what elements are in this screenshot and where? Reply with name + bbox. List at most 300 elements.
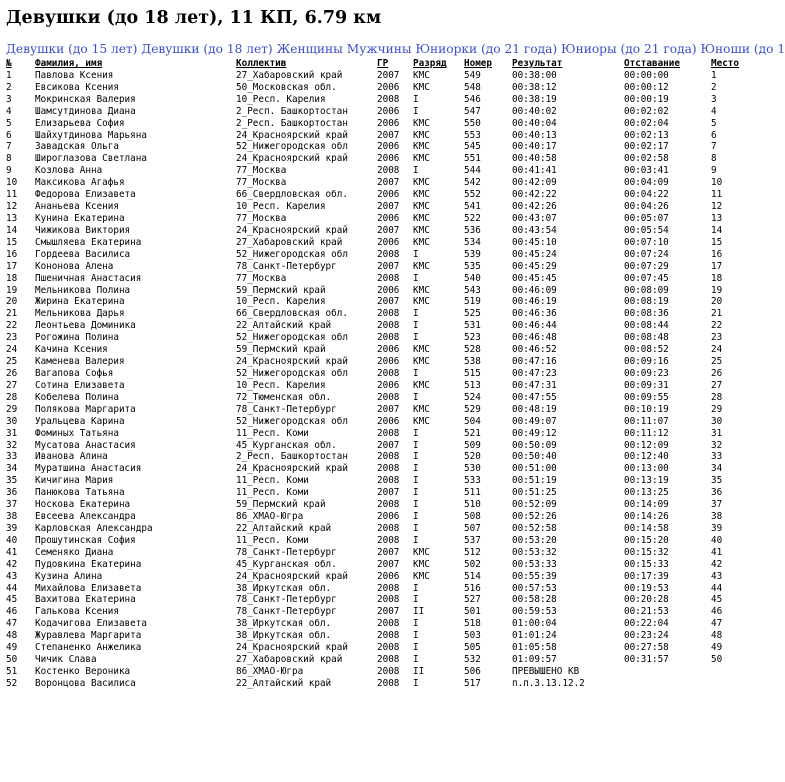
row-number: 41 [6,546,18,558]
row-number: 34 [6,463,18,475]
time-gap: 00:14:09 [624,499,669,511]
bib-number: 502 [464,558,481,570]
rank: I [413,594,419,606]
result-time: 00:46:19 [512,296,557,308]
place: 11 [711,189,723,201]
result-time: 00:49:07 [512,415,557,427]
result-time: 00:47:55 [512,391,557,403]
athlete-name: Степаненко Анжелика [35,642,142,654]
team: 22_Алтайский край [236,320,332,332]
nav-link-junior-men-u21[interactable]: Юниоры (до 21 года) [561,42,697,56]
place: 42 [711,558,723,570]
result-time: 00:40:58 [512,153,557,165]
team: 10_Респ. Карелия [236,296,326,308]
row-number: 50 [6,654,18,666]
row-number: 32 [6,439,18,451]
athlete-name: Елизарьева София [35,117,125,129]
rank: I [413,439,419,451]
time-gap: 00:00:19 [624,93,669,105]
team: 78_Санкт-Петербург [236,260,337,272]
bib-number: 515 [464,367,481,379]
athlete-name: Кобелева Полина [35,391,119,403]
birth-year: 2008 [377,642,400,654]
place: 46 [711,606,723,618]
athlete-name: Козлова Анна [35,165,103,177]
birth-year: 2008 [377,475,400,487]
rank: КМС [413,415,430,427]
row-number: 11 [6,189,18,201]
birth-year: 2008 [377,463,400,475]
rank: II [413,606,425,618]
row-number: 10 [6,177,18,189]
bib-number: 546 [464,93,481,105]
team: 77_Москва [236,165,287,177]
birth-year: 2006 [377,379,400,391]
rank: I [413,487,419,499]
bib-number: 511 [464,487,481,499]
rank: I [413,308,419,320]
rank: I [413,320,419,332]
result-time: 00:42:22 [512,189,557,201]
place: 25 [711,356,723,368]
athlete-name: Павлова Ксения [35,69,114,81]
page-title: Девушки (до 18 лет), 11 КП, 6.79 км [6,8,382,28]
rank: I [413,511,419,523]
team: 59_Пермский край [236,499,326,511]
athlete-name: Мусатова Анастасия [35,439,136,451]
athlete-name: Сотина Елизавета [35,379,125,391]
athlete-name: Кононова Алена [35,260,114,272]
birth-year: 2008 [377,165,400,177]
team: 86_ХМАО-Югра [236,511,304,523]
result-time: 00:38:19 [512,93,557,105]
rank: I [413,582,419,594]
place: 30 [711,415,723,427]
rank: КМС [413,177,430,189]
bib-number: 548 [464,81,481,93]
rank: I [413,451,419,463]
birth-year: 2007 [377,201,400,213]
place: 2 [711,81,717,93]
athlete-name: Чичик Слава [35,654,97,666]
place: 16 [711,248,723,260]
row-number: 5 [6,117,12,129]
rank: I [413,522,419,534]
bib-number: 501 [464,606,481,618]
time-gap: 00:08:09 [624,284,669,296]
bib-number: 545 [464,141,481,153]
birth-year: 2008 [377,499,400,511]
time-gap: 00:02:13 [624,129,669,141]
result-time: 00:40:17 [512,141,557,153]
birth-year: 2008 [377,93,400,105]
team: 77_Москва [236,212,287,224]
time-gap: 00:27:58 [624,642,669,654]
result-time: 00:52:26 [512,511,557,523]
rank: I [413,499,419,511]
athlete-name: Вахитова Екатерина [35,594,136,606]
row-number: 14 [6,224,18,236]
place: 34 [711,463,723,475]
bib-number: 549 [464,69,481,81]
bib-number: 518 [464,618,481,630]
time-gap: 00:19:53 [624,582,669,594]
place: 38 [711,511,723,523]
bib-number: 507 [464,522,481,534]
birth-year: 2007 [377,487,400,499]
team: 78_Санкт-Петербург [236,606,337,618]
result-time: 00:40:13 [512,129,557,141]
result-time: 00:45:29 [512,260,557,272]
team: 24_Красноярский край [236,463,348,475]
birth-year: 2008 [377,308,400,320]
result-time: 00:38:00 [512,69,557,81]
row-number: 51 [6,666,18,678]
team: 52_Нижегородская обл [236,248,348,260]
time-gap: 00:07:29 [624,260,669,272]
birth-year: 2006 [377,415,400,427]
athlete-name: Мельникова Полина [35,284,131,296]
place: 37 [711,499,723,511]
birth-year: 2006 [377,236,400,248]
result-time: 00:50:09 [512,439,557,451]
time-gap: 00:03:41 [624,165,669,177]
athlete-name: Прошутинская София [35,534,136,546]
athlete-name: Шамсутдинова Диана [35,105,136,117]
result-time: 01:01:24 [512,630,557,642]
result-time: 00:47:31 [512,379,557,391]
birth-year: 2006 [377,511,400,523]
rank: КМС [413,212,430,224]
place: 24 [711,344,723,356]
time-gap: 00:02:02 [624,105,669,117]
header-team: Коллектив [236,58,287,69]
team: 38_Иркутская обл. [236,618,332,630]
birth-year: 2006 [377,344,400,356]
row-number: 40 [6,534,18,546]
time-gap: 00:13:19 [624,475,669,487]
rank: I [413,165,419,177]
rank: КМС [413,153,430,165]
birth-year: 2008 [377,594,400,606]
result-time: 00:45:10 [512,236,557,248]
birth-year: 2006 [377,105,400,117]
header-result: Результат [512,58,563,69]
rank: КМС [413,379,430,391]
result-time: 00:50:40 [512,451,557,463]
rank: I [413,248,419,260]
row-number: 12 [6,201,18,213]
bib-number: 530 [464,463,481,475]
athlete-name: Кунина Екатерина [35,212,125,224]
rank: II [413,666,425,678]
result-time: 00:53:33 [512,558,557,570]
rank: КМС [413,81,430,93]
birth-year: 2008 [377,248,400,260]
row-number: 16 [6,248,18,260]
row-number: 18 [6,272,18,284]
team: 52_Нижегородская обл [236,332,348,344]
header-place-number: № [6,58,12,69]
time-gap: 00:09:55 [624,391,669,403]
birth-year: 2008 [377,522,400,534]
athlete-name: Вагапова Софья [35,367,114,379]
place: 20 [711,296,723,308]
bib-number: 547 [464,105,481,117]
athlete-name: Смышляева Екатерина [35,236,142,248]
bib-number: 543 [464,284,481,296]
row-number: 31 [6,427,18,439]
athlete-name: Михайлова Елизавета [35,582,142,594]
row-number: 7 [6,141,12,153]
rank: КМС [413,201,430,213]
birth-year: 2008 [377,391,400,403]
birth-year: 2007 [377,546,400,558]
team: 52_Нижегородская обл [236,415,348,427]
team: 2_Респ. Башкортостан [236,451,348,463]
bib-number: 534 [464,236,481,248]
bib-number: 536 [464,224,481,236]
team: 27_Хабаровский край [236,69,343,81]
place: 49 [711,642,723,654]
result-time: 00:48:19 [512,403,557,415]
result-time: 00:53:32 [512,546,557,558]
result-time: 00:51:19 [512,475,557,487]
athlete-name: Костенко Вероника [35,666,131,678]
team: 22_Алтайский край [236,677,332,689]
athlete-name: Ананьева Ксения [35,201,119,213]
result-time: 00:51:00 [512,463,557,475]
bib-number: 512 [464,546,481,558]
row-number: 13 [6,212,18,224]
rank: КМС [413,356,430,368]
time-gap: 00:14:26 [624,511,669,523]
place: 13 [711,212,723,224]
team: 38_Иркутская обл. [236,630,332,642]
birth-year: 2008 [377,427,400,439]
athlete-name: Рогожина Полина [35,332,119,344]
team: 10_Респ. Карелия [236,379,326,391]
time-gap: 00:13:00 [624,463,669,475]
place: 17 [711,260,723,272]
place: 41 [711,546,723,558]
rank: КМС [413,558,430,570]
bib-number: 514 [464,570,481,582]
team: 78_Санкт-Петербург [236,594,337,606]
nav-link-girls-u15[interactable]: Девушки (до 15 лет) [6,42,138,56]
birth-year: 2007 [377,296,400,308]
row-number: 6 [6,129,12,141]
rank: I [413,93,419,105]
time-gap: 00:17:39 [624,570,669,582]
team: 77_Москва [236,272,287,284]
birth-year: 2006 [377,284,400,296]
result-time: 00:47:23 [512,367,557,379]
athlete-name: Панюкова Татьяна [35,487,125,499]
result-time: 00:53:20 [512,534,557,546]
team: 59_Пермский край [236,344,326,356]
place: 7 [711,141,717,153]
place: 35 [711,475,723,487]
row-number: 8 [6,153,12,165]
rank: I [413,391,419,403]
row-number: 9 [6,165,12,177]
birth-year: 2007 [377,403,400,415]
time-gap: 00:04:22 [624,189,669,201]
result-time: 00:45:45 [512,272,557,284]
time-gap: 00:15:32 [624,546,669,558]
result-time: 00:42:26 [512,201,557,213]
time-gap: 00:23:24 [624,630,669,642]
athlete-name: Кичигина Мария [35,475,114,487]
rank: КМС [413,189,430,201]
rank: I [413,105,419,117]
rank: I [413,618,419,630]
rank: I [413,654,419,666]
header-rank: Разряд [413,58,447,69]
row-number: 21 [6,308,18,320]
result-time: 00:45:24 [512,248,557,260]
rank: I [413,332,419,344]
team: 27_Хабаровский край [236,654,343,666]
time-gap: 00:04:09 [624,177,669,189]
rank: КМС [413,129,430,141]
place: 47 [711,618,723,630]
place: 33 [711,451,723,463]
row-number: 49 [6,642,18,654]
time-gap: 00:31:57 [624,654,669,666]
athlete-name: Иванова Алина [35,451,108,463]
bib-number: 503 [464,630,481,642]
birth-year: 2007 [377,260,400,272]
team: 66_Свердловская обл. [236,308,348,320]
bib-number: 541 [464,201,481,213]
time-gap: 00:07:45 [624,272,669,284]
result-time: 01:00:04 [512,618,557,630]
birth-year: 2006 [377,81,400,93]
result-time: 00:42:09 [512,177,557,189]
result-time: 00:46:48 [512,332,557,344]
athlete-name: Мокринская Валерия [35,93,136,105]
bib-number: 510 [464,499,481,511]
bib-number: 508 [464,511,481,523]
athlete-name: Пудовкина Екатерина [35,558,142,570]
place: 32 [711,439,723,451]
result-time: 00:47:16 [512,356,557,368]
row-number: 47 [6,618,18,630]
team: 24_Красноярский край [236,356,348,368]
team: 10_Респ. Карелия [236,201,326,213]
time-gap: 00:14:58 [624,522,669,534]
nav-link-junior-women-u21[interactable]: Юниорки (до 21 года) [415,42,558,56]
rank: КМС [413,296,430,308]
birth-year: 2008 [377,320,400,332]
rank: КМС [413,224,430,236]
time-gap: 00:09:31 [624,379,669,391]
rank: КМС [413,403,430,415]
athlete-name: Галькова Ксения [35,606,119,618]
place: 23 [711,332,723,344]
result-time: 00:40:02 [512,105,557,117]
place: 22 [711,320,723,332]
row-number: 22 [6,320,18,332]
row-number: 24 [6,344,18,356]
time-gap: 00:09:16 [624,356,669,368]
rank: I [413,677,419,689]
bib-number: 550 [464,117,481,129]
place: 15 [711,236,723,248]
birth-year: 2008 [377,451,400,463]
rank: КМС [413,236,430,248]
place: 44 [711,582,723,594]
team: 45_Курганская обл. [236,439,337,451]
rank: I [413,630,419,642]
row-number: 15 [6,236,18,248]
result-time: 00:46:44 [512,320,557,332]
time-gap: 00:09:23 [624,367,669,379]
row-number: 20 [6,296,18,308]
athlete-name: Пшеничная Анастасия [35,272,142,284]
athlete-name: Леонтьева Доминика [35,320,136,332]
team: 2_Респ. Башкортостан [236,105,348,117]
nav-link-boys-u1[interactable]: Юноши (до 1 [700,42,785,56]
nav-link-women[interactable]: Женщины [276,42,343,56]
row-number: 3 [6,93,12,105]
time-gap: 00:20:28 [624,594,669,606]
result-time: 00:51:25 [512,487,557,499]
birth-year: 2008 [377,367,400,379]
row-number: 48 [6,630,18,642]
athlete-name: Кодачигова Елизавета [35,618,147,630]
place: 14 [711,224,723,236]
birth-year: 2008 [377,677,400,689]
row-number: 1 [6,69,12,81]
place: 10 [711,177,723,189]
rank: КМС [413,570,430,582]
time-gap: 00:08:52 [624,344,669,356]
nav-link-girls-u18[interactable]: Девушки (до 18 лет) [141,42,273,56]
rank: I [413,427,419,439]
team: 22_Алтайский край [236,522,332,534]
birth-year: 2006 [377,570,400,582]
team: 66_Свердловская обл. [236,189,348,201]
athlete-name: Мельникова Дарья [35,308,125,320]
athlete-name: Качина Ксения [35,344,108,356]
rank: I [413,367,419,379]
birth-year: 2006 [377,141,400,153]
birth-year: 2006 [377,212,400,224]
rank: КМС [413,69,430,81]
time-gap: 00:21:53 [624,606,669,618]
birth-year: 2008 [377,618,400,630]
birth-year: 2008 [377,582,400,594]
birth-year: 2008 [377,332,400,344]
team: 24_Красноярский край [236,642,348,654]
rank: КМС [413,260,430,272]
nav-link-men[interactable]: Мужчины [346,42,412,56]
team: 11_Респ. Коми [236,427,309,439]
result-time: 01:09:57 [512,654,557,666]
bib-number: 540 [464,272,481,284]
athlete-name: Носкова Екатерина [35,499,131,511]
result-time: 00:58:28 [512,594,557,606]
header-name: Фамилия, имя [35,58,103,69]
bib-number: 513 [464,379,481,391]
athlete-name: Шайхутдинова Марьяна [35,129,147,141]
header-place: Место [711,58,739,69]
time-gap: 00:08:19 [624,296,669,308]
row-number: 27 [6,379,18,391]
